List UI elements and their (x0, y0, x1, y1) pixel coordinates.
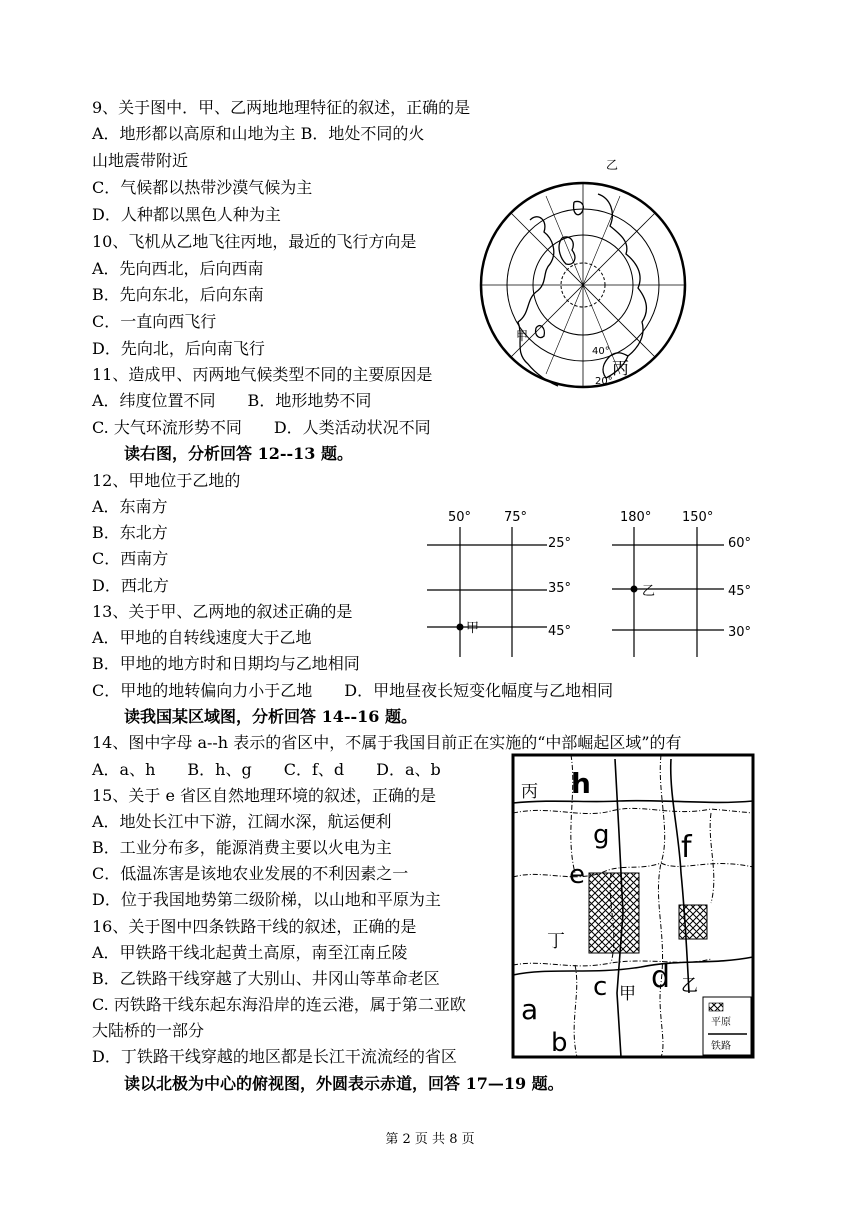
region-label-jia: 甲 (619, 984, 636, 1004)
q13-option-a: A．甲地的自转线速度大于乙地 (92, 628, 312, 647)
q16-option-b: B．乙铁路干线穿越了大别山、井冈山等革命老区 (92, 969, 440, 988)
q10-option-a: A．先向西北，后向西南 (92, 259, 264, 278)
q9-option-d: D．人种都以黑色人种为主 (92, 205, 281, 224)
point-yi (631, 586, 638, 593)
grid-right-lat-30: 30° (728, 625, 752, 640)
grid-right-lat-60: 60° (728, 536, 752, 551)
q12-option-d: D．西北方 (92, 576, 169, 595)
polar-label-jia: 甲 (516, 329, 529, 343)
q9-stem: 9、关于图中．甲、乙两地地理特征的叙述，正确的是 (92, 98, 471, 117)
q16-option-a: A．甲铁路干线北起黄土高原，南至江南丘陵 (92, 943, 408, 962)
grid-right-lon-150: 150° (682, 510, 714, 525)
grid-left-lon-50: 50° (448, 510, 472, 525)
q10-option-c: C．一直向西飞行 (92, 312, 217, 331)
q11-stem: 11、造成甲、丙两地气候类型不同的主要原因是 (92, 365, 433, 384)
region-label-yi: 乙 (681, 976, 698, 996)
q9-option-a-b: A．地形都以高原和山地为主 B．地处不同的火 (92, 124, 425, 143)
q10-option-d: D．先向北，后向南飞行 (92, 339, 265, 358)
region-label-c: c (593, 972, 608, 1002)
grid-left-lat-25: 25° (548, 536, 572, 551)
polar-map (478, 142, 688, 412)
q12-stem: 12、甲地位于乙地的 (92, 471, 241, 490)
region-label-g: g (593, 820, 610, 850)
instruction-17-19: 读以北极为中心的俯视图，外圆表示赤道，回答 17—19 题。 (124, 1074, 564, 1093)
legend-rail: 铁路 (711, 1041, 731, 1052)
q16-option-c: C. 丙铁路干线东起东海沿岸的连云港，属于第二亚欧 (92, 995, 466, 1014)
page-footer: 第 2 页 共 8 页 (385, 1132, 475, 1147)
instruction-14-16: 读我国某区域图，分析回答 14--16 题。 (124, 707, 417, 726)
grid-left (422, 503, 602, 663)
q10-option-b: B．先向东北，后向东南 (92, 285, 264, 304)
region-label-ding: 丁 (547, 931, 565, 952)
region-label-h: h (571, 767, 591, 800)
point-jia (457, 624, 464, 631)
region-label-e: e (569, 860, 585, 890)
polar-label-bing: 丙 (612, 359, 629, 379)
q15-option-b: B．工业分布多，能源消费主要以火电为主 (92, 838, 392, 857)
region-label-b: b (551, 1028, 568, 1058)
polar-lat-40: 40° (592, 346, 610, 357)
grid-left-point-label: 甲 (466, 621, 480, 636)
q13-option-c-d: C．甲地的地转偏向力小于乙地 D．甲地昼夜长短变化幅度与乙地相同 (92, 681, 614, 700)
region-label-f: f (681, 830, 692, 865)
q9-option-b-cont: 山地震带附近 (92, 151, 189, 170)
grid-left-lat-45: 45° (548, 624, 572, 639)
q14-options: A．a、h B．h、g C．f、d D．a、b (92, 760, 441, 779)
legend-plain: 平原 (711, 1017, 731, 1028)
region-map (511, 753, 759, 1063)
q9-option-c: C．气候都以热带沙漠气候为主 (92, 178, 313, 197)
q11-option-a-b: A．纬度位置不同 B．地形地势不同 (92, 391, 372, 410)
grid-right-lon-180: 180° (620, 510, 652, 525)
q15-option-c: C．低温冻害是该地农业发展的不利因素之一 (92, 864, 409, 883)
q10-stem: 10、飞机从乙地飞往丙地，最近的飞行方向是 (92, 232, 417, 251)
q14-stem: 14、图中字母 a--h 表示的省区中，不属于我国目前正在实施的“中部崛起区域”的有 (92, 733, 682, 752)
q16-option-d: D．丁铁路干线穿越的地区都是长江干流流经的省区 (92, 1047, 457, 1066)
instruction-12-13: 读右图，分析回答 12--13 题。 (124, 444, 353, 463)
q15-stem: 15、关于 e 省区自然地理环境的叙述，正确的是 (92, 786, 437, 805)
q16-option-c-cont: 大陆桥的一部分 (92, 1021, 205, 1040)
grid-left-lat-35: 35° (548, 581, 572, 596)
grid-right-lat-45: 45° (728, 584, 752, 599)
q13-option-b: B．甲地的地方时和日期均与乙地相同 (92, 654, 360, 673)
q13-stem: 13、关于甲、乙两地的叙述正确的是 (92, 602, 353, 621)
polar-label-yi: 乙 (606, 158, 619, 172)
q12-option-c: C．西南方 (92, 549, 169, 568)
q15-option-a: A．地处长江中下游，江阔水深，航运便利 (92, 812, 392, 831)
q16-stem: 16、关于图中四条铁路干线的叙述，正确的是 (92, 917, 417, 936)
grid-right-point-label: 乙 (642, 584, 656, 599)
q12-option-a: A．东南方 (92, 497, 168, 516)
q15-option-d: D．位于我国地势第二级阶梯，以山地和平原为主 (92, 890, 441, 909)
grid-left-lon-75: 75° (504, 510, 528, 525)
q11-option-c-d: C. 大气环流形势不同 D．人类活动状况不同 (92, 418, 431, 437)
region-label-d: d (651, 960, 671, 995)
polar-lat-20: 20° (595, 376, 613, 387)
grid-right (612, 503, 792, 663)
region-label-a: a (521, 993, 539, 1026)
q12-option-b: B．东北方 (92, 523, 168, 542)
region-label-bing: 丙 (521, 782, 538, 802)
